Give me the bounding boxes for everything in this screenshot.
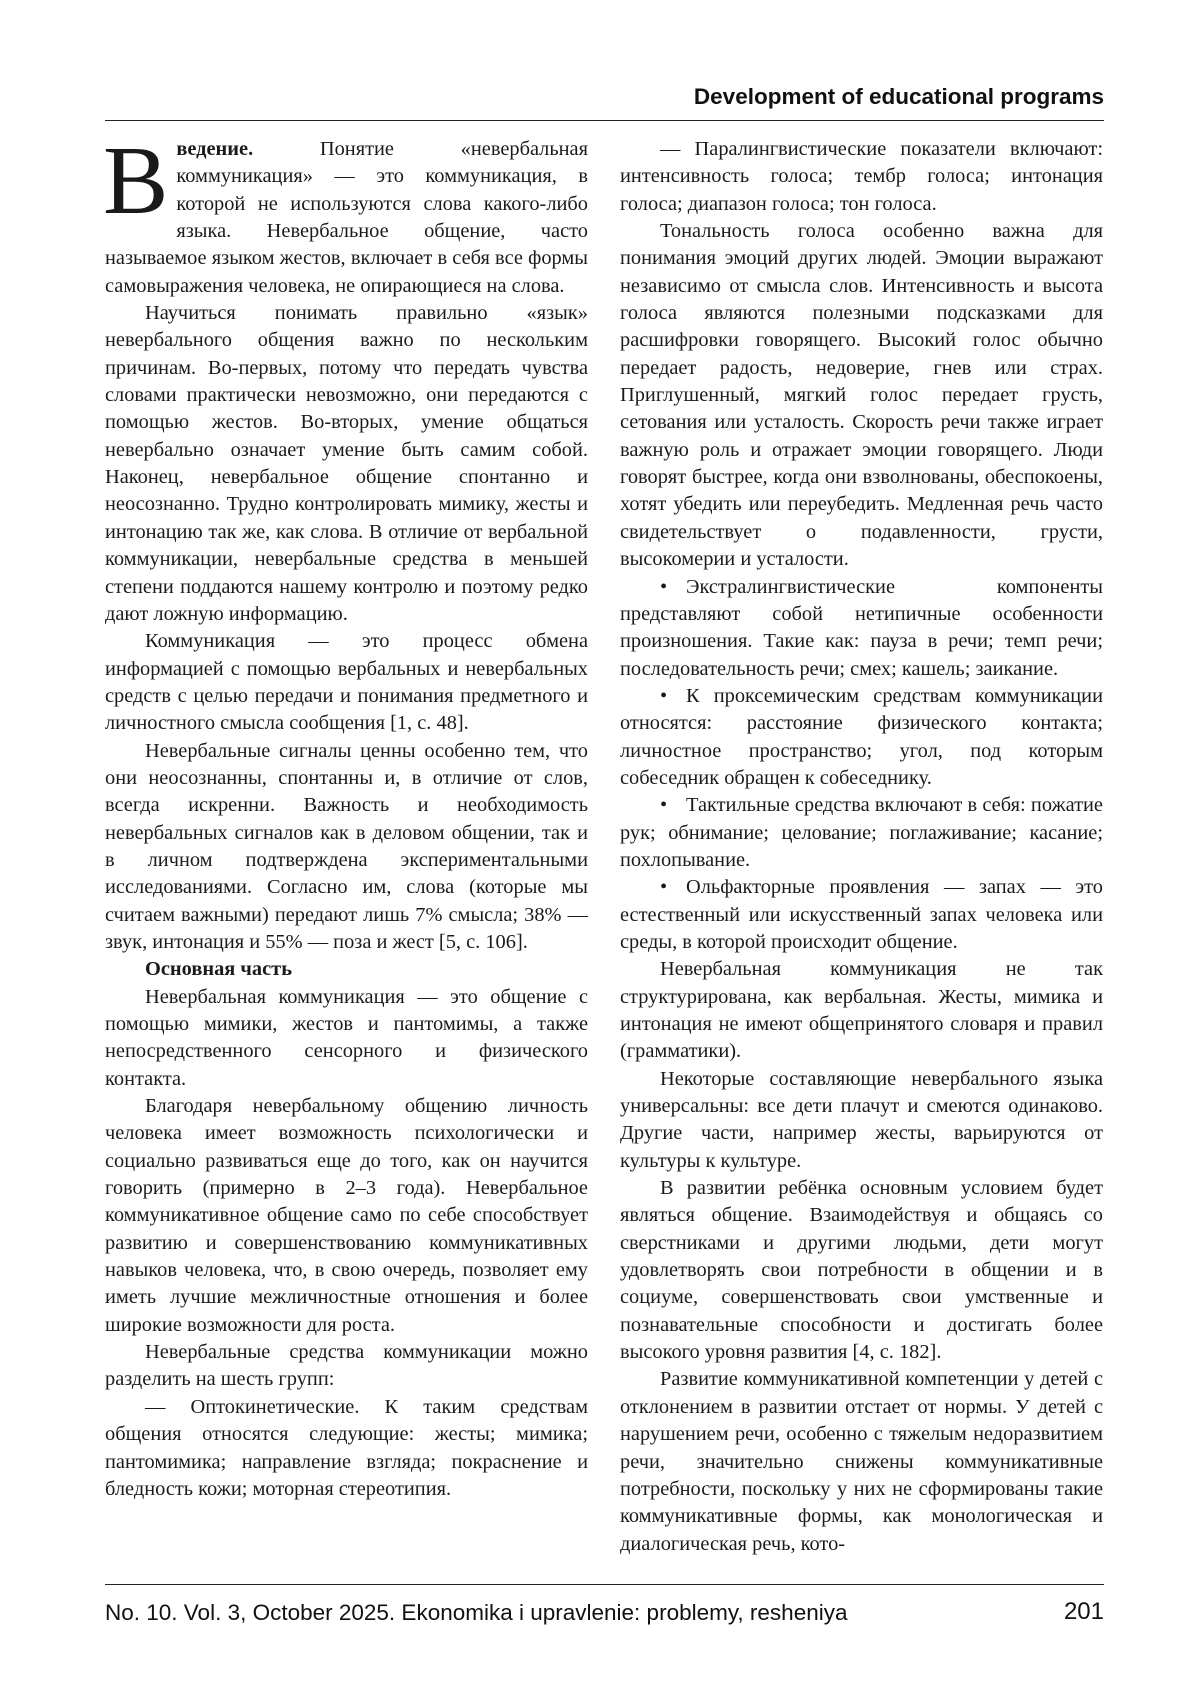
paragraph: Невербальная коммуникация — это общение с помощью мимики, жестов и пантомимы, а также непосредственного сенсорного и физического контакта. (105, 985, 588, 1090)
drop-cap: В (103, 127, 169, 235)
bullet-text: Ольфакторные проявления — запах — это естественный или искусственный запах человека или среды, в которой происходит общение. (620, 876, 1103, 953)
header-rule (105, 120, 1104, 121)
intro-paragraph (103, 127, 588, 300)
paragraph: Некоторые составляющие невербального языка универсальны: все дети плачут и смеются одинаково. Другие части, например жесты, варьируются от культуры к культуре. (620, 1067, 1103, 1172)
paragraph: — Паралингвистические показатели включают: интенсивность голоса; тембр голоса; интонация голоса; диапазон голоса; тон голоса. (620, 138, 1103, 215)
paragraph: Невербальные средства коммуникации можно разделить на шесть групп: (105, 1341, 588, 1391)
section-heading: Основная часть (145, 958, 292, 981)
paragraph: Невербальная коммуникация не так структурирована, как вербальная. Жесты, мимика и интонация не имеют общепринятого словаря и правил (грамматики). (620, 958, 1103, 1063)
left-column (103, 127, 588, 1503)
bullet-text: Экстралингвистические компоненты представляют собой нетипичные особенности произношения. Такие как: пауза в речи; темп речи; последовательность речи; смех; кашель; заикание. (620, 575, 1103, 680)
intro-text: Понятие «невербальная коммуникация» — это коммуникация, в которой не используются слова какого-либо языка. Невербальное общение, часто называемое языком жестов, включает в себя все формы самовыражения человека, не опирающиеся на слова. (105, 138, 588, 297)
footer-rule (105, 1584, 1104, 1585)
page-number: 201 (1063, 1598, 1104, 1625)
bullet-text: Тактильные средства включают в себя: пожатие рук; обнимание; целование; поглаживание; касание; похлопывание. (620, 794, 1103, 871)
paragraph: Развитие коммуникативной компетенции у детей с отклонением в развитии отстает от нормы. У детей с нарушением речи, особенно с тяжелым недоразвитием речи, значительно снижены коммуникативные потребности, поскольку у них не сформированы такие коммуникативные формы, как монологическая и диалогическая речь, кото- (620, 1368, 1103, 1555)
paragraph: Научиться понимать правильно «язык» невербального общения важно по нескольким причинам. Во-первых, потому что передать чувства словами практически невозможно, они передаются с помощью жестов. Во-вторых, умение общаться невербально означает умение быть самим собой. Наконец, невербальное общение спонтанно и неосознанно. Трудно контролировать мимику, жесты и интонацию так же, как слова. В отличие от вербальной коммуникации, невербальные средства в меньшей степени поддаются нашему контролю и поэтому редко дают ложную информацию. (105, 302, 588, 625)
bullet-item (620, 683, 1103, 792)
paragraph: Невербальные сигналы ценны особенно тем, что они неосознанны, спонтанны и, в отличие от слов, всегда искренни. Важность и необходимость невербальных сигналов как в деловом общении, так и в личном подтверждена экспериментальными исследованиями. Согласно им, слова (которые мы считаем важными) передают лишь 7% смысла; 38% — звук, интонация и 55% — поза и жест [5, с. 106]. (105, 739, 588, 953)
journal-citation: No. 10. Vol. 3, October 2025. Ekonomika i upravlenie: problemy, resheniya (105, 1600, 848, 1625)
paragraph: — Оптокинетические. К таким средствам общения относятся следующие: жесты; мимика; пантомимика; направление взгляда; покраснение и бледность кожи; моторная стереотипия. (105, 1395, 588, 1500)
intro-lead: ведение. (176, 138, 254, 160)
right-column (620, 136, 1103, 1558)
running-header: Development of educational programs (693, 84, 1104, 109)
bullet-item (620, 792, 1103, 874)
bullet-item (620, 874, 1103, 956)
bullet-text: К проксемическим средствам коммуникации относятся: расстояние физического контакта; личностное пространство; угол, под которым собеседник обращен к собеседнику. (620, 684, 1103, 789)
paragraph: Коммуникация — это процесс обмена информацией с помощью вербальных и невербальных средств с целью передачи и понимания предметного и личностного смысла сообщения [1, с. 48]. (105, 630, 588, 735)
paragraph: В развитии ребёнка основным условием будет являться общение. Взаимодействуя и общаясь со сверстниками и другими людьми, дети могут удовлетворять свои потребности в общении и в социуме, совершенствовать свои умственные и познавательные способности и достигать более высокого уровня развития [4, с. 182]. (620, 1177, 1103, 1364)
bullet-item (620, 574, 1103, 683)
bullet-icon: • (660, 794, 668, 817)
bullet-icon: • (660, 876, 668, 899)
paragraph: Тональность голоса особенно важна для понимания эмоций других людей. Эмоции выражают независимо от смысла слов. Интенсивность и высота голоса являются полезными подсказками для расшифровки говорящего. Высокий голос обычно передает радость, недоверие, гнев или страх. Приглушенный, мягкий голос передает грусть, сетования или усталость. Скорость речи также играет важную роль и отражает эмоции говорящего. Люди говорят быстрее, когда они взволнованы, обеспокоены, хотят убедить или переубедить. Медленная речь часто свидетельствует о подавленности, грусти, высокомерии и усталости. (620, 220, 1103, 571)
bullet-icon: • (660, 575, 668, 598)
bullet-icon: • (660, 684, 668, 707)
paragraph: Благодаря невербальному общению личность человека имеет возможность психологически и социально развиваться еще до того, как он научится говорить (примерно в 2–3 года). Невербальное коммуникативное общение само по себе способствует развитию и совершенствованию коммуникативных навыков человека, что, в свою очередь, позволяет ему иметь лучшие межличностные отношения и более широкие возможности для роста. (105, 1095, 588, 1336)
